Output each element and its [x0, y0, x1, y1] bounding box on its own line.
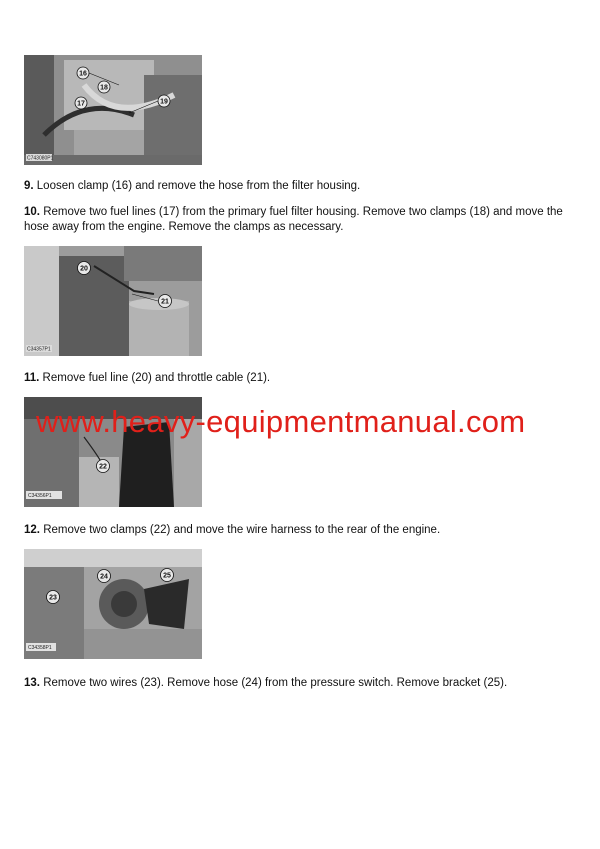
- photo-code: C34358P1: [28, 645, 52, 651]
- svg-text:23: 23: [49, 594, 57, 602]
- svg-text:16: 16: [79, 70, 87, 78]
- step-text: Remove two fuel lines (17) from the primary fuel filter housing. Remove two clamps (18) and move the hose away from the engine. Remove the clamps as necessary.: [24, 206, 563, 233]
- photo-code: C743080P1: [27, 155, 54, 162]
- engine-photo-1: [24, 55, 202, 165]
- callout-20: [78, 262, 91, 275]
- callout-24: [98, 570, 111, 583]
- step-number: 11.: [24, 372, 40, 384]
- svg-text:19: 19: [160, 98, 168, 106]
- step-number: 12.: [24, 524, 40, 536]
- svg-text:22: 22: [99, 463, 107, 471]
- step-13: [24, 676, 576, 691]
- photo-code: C34357P1: [27, 346, 51, 353]
- step-12: [24, 523, 576, 538]
- step-number: 13.: [24, 677, 40, 689]
- callout-22: [97, 460, 110, 473]
- callout-21: [159, 295, 172, 308]
- step-10: [24, 205, 576, 235]
- svg-text:18: 18: [100, 84, 108, 92]
- callout-17: [75, 97, 87, 109]
- step-9: [24, 179, 576, 194]
- step-11: [24, 371, 576, 386]
- svg-text:20: 20: [80, 265, 88, 273]
- svg-text:17: 17: [77, 100, 85, 108]
- callout-23: [47, 591, 60, 604]
- step-number: 10.: [24, 206, 40, 218]
- svg-text:24: 24: [100, 573, 108, 581]
- step-text: Loosen clamp (16) and remove the hose from the filter housing.: [33, 180, 361, 192]
- callout-18: [98, 81, 110, 93]
- step-text: Remove two wires (23). Remove hose (24) from the pressure switch. Remove bracket (25).: [40, 677, 508, 689]
- step-text: Remove fuel line (20) and throttle cable (21).: [39, 372, 271, 384]
- engine-photo-2: [24, 246, 202, 356]
- callout-19: [158, 95, 170, 107]
- callout-25: [161, 569, 174, 582]
- step-text: Remove two clamps (22) and move the wire harness to the rear of the engine.: [40, 524, 441, 536]
- callout-16: [77, 67, 89, 79]
- engine-photo-4: [24, 549, 202, 659]
- watermark-text: www.heavy-equipmentmanual.com: [36, 404, 526, 439]
- step-number: 9.: [24, 180, 34, 192]
- svg-text:21: 21: [161, 298, 169, 306]
- svg-text:25: 25: [163, 572, 171, 580]
- photo-code: C34356P1: [28, 493, 52, 499]
